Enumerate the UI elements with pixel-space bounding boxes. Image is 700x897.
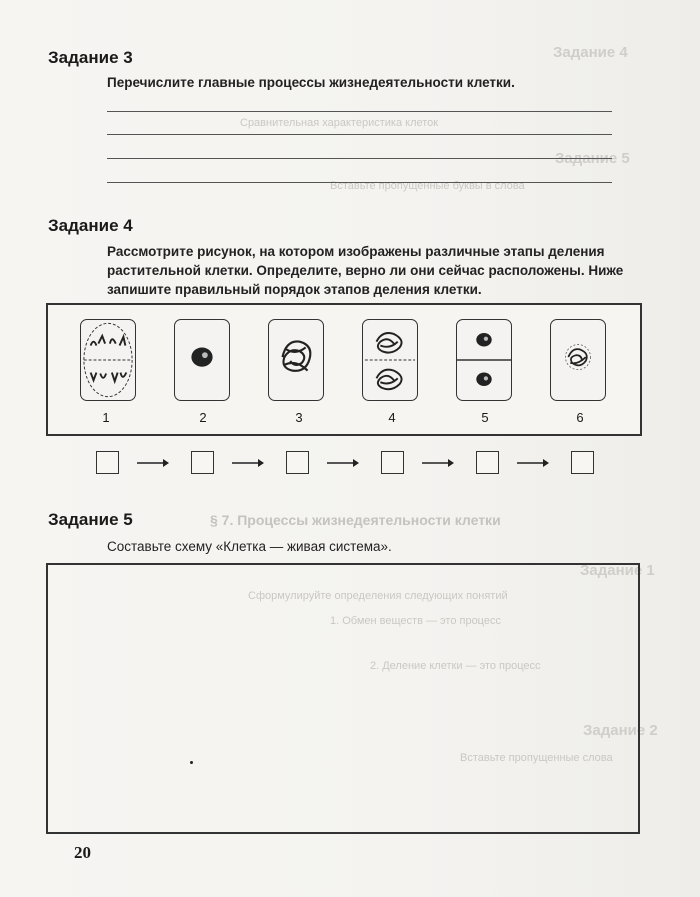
stage-4-number: 4 xyxy=(388,410,396,425)
arrow-right-icon xyxy=(137,458,169,468)
stage-1-cell-image xyxy=(80,319,136,401)
task4-text-line2: растительной клетки. Определите, верно ли они сейчас расположены. Ниже xyxy=(107,263,624,278)
bleed-heading-task4: Задание 4 xyxy=(553,44,628,61)
order-answer-box-5[interactable] xyxy=(476,451,499,474)
bleed-section-heading: § 7. Процессы жизнедеятельности клетки xyxy=(210,512,501,528)
answer-line[interactable] xyxy=(107,182,612,183)
bleed-text: Сравнительная характеристика клеток xyxy=(240,117,439,129)
task4-text-line1: Рассмотрите рисунок, на котором изображены различные этапы деления xyxy=(107,244,605,259)
stage-3-number: 3 xyxy=(295,410,303,425)
stage-2-cell-image xyxy=(174,319,230,401)
order-answer-box-1[interactable] xyxy=(96,451,119,474)
bleed-heading-task2: Задание 2 xyxy=(583,722,658,739)
stage-1-number: 1 xyxy=(102,410,110,425)
arrow-right-icon xyxy=(232,458,264,468)
task5-title: Задание 5 xyxy=(48,510,133,529)
answer-line[interactable] xyxy=(107,111,612,112)
stage-5-cell-image xyxy=(456,319,512,401)
scheme-drawing-area[interactable] xyxy=(46,563,640,834)
arrow-right-icon xyxy=(517,458,549,468)
order-answer-box-4[interactable] xyxy=(381,451,404,474)
bleed-text: 2. Деление клетки — это процесс xyxy=(370,660,541,672)
cell-division-figure xyxy=(46,303,642,436)
task3-text: Перечислите главные процессы жизнедеятельности клетки. xyxy=(107,75,515,90)
bleed-text: Сформулируйте определения следующих понятий xyxy=(248,590,508,602)
stage-4-cell-image xyxy=(362,319,418,401)
bleed-text: Вставьте пропущенные буквы в слова xyxy=(330,180,525,192)
order-answer-box-2[interactable] xyxy=(191,451,214,474)
task4-text-line3: запишите правильный порядок этапов деления клетки. xyxy=(107,282,482,297)
task4-title: Задание 4 xyxy=(48,216,133,235)
stage-2-number: 2 xyxy=(199,410,207,425)
bleed-heading-task1: Задание 1 xyxy=(580,562,655,579)
order-answer-box-3[interactable] xyxy=(286,451,309,474)
stage-5-number: 5 xyxy=(481,410,489,425)
task5-text: Составьте схему «Клетка — живая система». xyxy=(107,539,392,554)
page-number: 20 xyxy=(74,843,91,862)
task3-title: Задание 3 xyxy=(48,48,133,67)
answer-line[interactable] xyxy=(107,158,612,159)
arrow-right-icon xyxy=(422,458,454,468)
answer-line[interactable] xyxy=(107,134,612,135)
bleed-text: Вставьте пропущенные слова xyxy=(460,752,613,764)
order-answer-box-6[interactable] xyxy=(571,451,594,474)
bleed-heading-task5: Задание 5 xyxy=(555,150,630,167)
ink-dot xyxy=(190,761,193,764)
stage-6-cell-image xyxy=(550,319,606,401)
stage-6-number: 6 xyxy=(576,410,584,425)
bleed-text: 1. Обмен веществ — это процесс xyxy=(330,615,501,627)
arrow-right-icon xyxy=(327,458,359,468)
stage-3-cell-image xyxy=(268,319,324,401)
